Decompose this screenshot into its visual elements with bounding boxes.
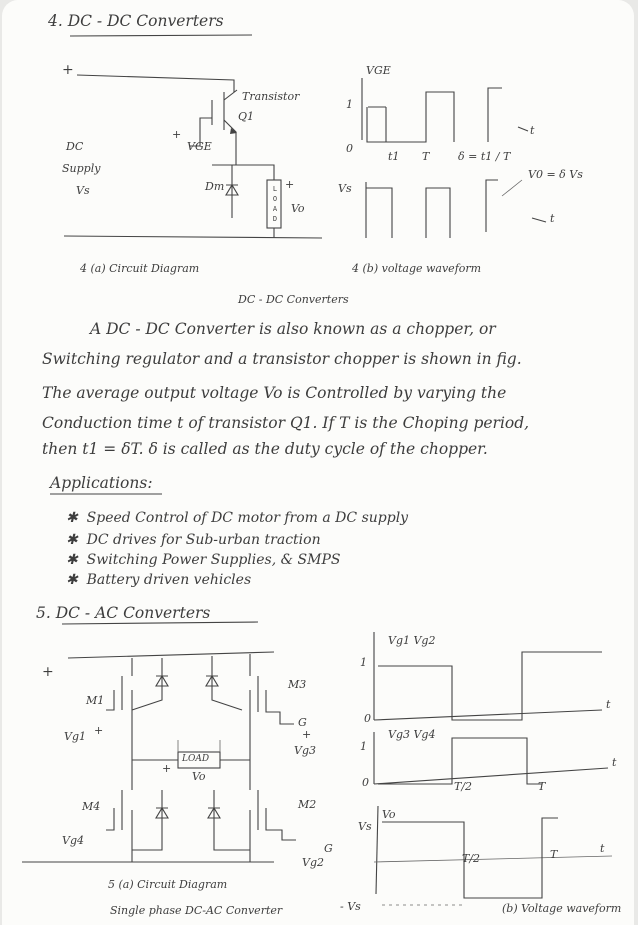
wf-vge-label: VGE [366, 64, 391, 77]
transistor-emitter [224, 120, 236, 165]
t-axis-arrow-1 [518, 127, 528, 131]
load-letter-d: D [272, 215, 278, 223]
vo-time-axis [374, 856, 612, 862]
node-wire [212, 165, 274, 180]
load-letter-l: L [272, 185, 278, 193]
m3-plus: + [302, 728, 312, 741]
supply-label: Supply [62, 162, 101, 175]
caption-5-sub: Single phase DC-AC Converter [110, 904, 283, 917]
wf5-T2: T [550, 848, 558, 861]
app-item-text: DC drives for Sub-urban traction [86, 532, 321, 548]
vg3-label: Vg3 [294, 744, 316, 757]
section5-heading: 5. DC - AC Converters [36, 604, 211, 622]
wf5-t-top: t [606, 698, 611, 711]
vge-plus: + [172, 128, 182, 141]
wf5-mid-label: Vg3 Vg4 [388, 728, 436, 741]
notebook-page [2, 0, 634, 925]
wf5-vo: Vo [382, 808, 396, 821]
inv-vo-label: Vo [192, 770, 206, 783]
inv-load-plus: + [162, 762, 172, 775]
vo-label: Vo [291, 202, 305, 215]
vg34-time-axis [374, 768, 608, 784]
para-line-1: A DC - DC Converter is also known as a chopper, or [90, 320, 496, 338]
vg4-label: Vg4 [62, 834, 84, 847]
para-line-4: Conduction time t of transistor Q1. If T is the Choping period, [42, 414, 530, 432]
q1-label: Q1 [238, 110, 255, 123]
app-item [66, 532, 321, 548]
top-rail-wire [77, 75, 234, 92]
star-bullet-icon: ✱ [66, 532, 78, 548]
star-bullet-icon: ✱ [66, 552, 78, 568]
wf-vs: Vs [338, 182, 352, 195]
wf5-half-T2: T/2 [462, 852, 481, 865]
star-bullet-icon: ✱ [66, 572, 78, 588]
para-line-5: then t1 = δT. δ is called as the duty cycle of the chopper. [42, 440, 488, 458]
caption-5b: (b) Voltage waveform [502, 902, 622, 915]
wf5-half-T: T/2 [454, 780, 473, 793]
right-lower-diode-link [214, 790, 250, 850]
wf5-zero-mid: 0 [362, 776, 369, 789]
inverter-circuit [22, 652, 296, 862]
wf-zero: 0 [346, 142, 353, 155]
out-pulse-1 [366, 188, 392, 238]
t-axis-arrow-2 [532, 218, 546, 222]
wf-t1: t1 [388, 150, 400, 163]
wf5-top-label: Vg1 Vg2 [388, 634, 436, 647]
dm-label: Dm [205, 180, 225, 193]
applications-heading: Applications: [50, 474, 153, 492]
load-letters [270, 184, 280, 224]
dc-label: DC [66, 140, 84, 153]
m3-label: M3 [288, 678, 307, 691]
wf5-minus-vs: - Vs [340, 900, 361, 913]
para-line-2: Switching regulator and a transistor chopper is shown in fig. [42, 350, 522, 368]
wf-t-axis-2: t [550, 212, 555, 225]
m3-g-label: G [298, 716, 307, 729]
gate-pulse-1 [367, 107, 386, 142]
app-item-text: Battery driven vehicles [86, 572, 252, 588]
wf-duty-formula: δ = t1 / T [458, 150, 511, 163]
inv-load-label: LOAD [182, 754, 210, 764]
para-line-3: The average output voltage Vo is Controlled by varying the [42, 384, 507, 402]
inv-plus: + [42, 664, 54, 680]
transistor-label: Transistor [242, 90, 300, 103]
vs-label: Vs [76, 184, 90, 197]
heading5-underline [62, 622, 258, 624]
vg12-trace [378, 652, 602, 720]
chopper-plus-top: + [62, 62, 74, 78]
app-item-text: Switching Power Supplies, & SMPS [86, 552, 341, 568]
heading4-underline [70, 35, 252, 36]
vg1-label: Vg1 [64, 730, 86, 743]
app-item [66, 510, 408, 526]
inv-top-rail [68, 652, 274, 658]
m2-gate [258, 790, 296, 840]
app-item [66, 572, 251, 588]
star-bullet-icon: ✱ [66, 510, 78, 526]
load-letter-o: O [272, 195, 278, 203]
app-item-text: Speed Control of DC motor from a DC supply [86, 510, 409, 526]
out-pulse-2 [426, 188, 450, 238]
vge-label: VGE [187, 140, 212, 153]
vg2-label: Vg2 [302, 856, 324, 869]
vg12-time-axis [374, 710, 602, 720]
transistor-collector [224, 90, 237, 100]
section4-heading: 4. DC - DC Converters [48, 12, 224, 30]
m4-label: M4 [82, 800, 101, 813]
right-leg-wire [250, 654, 258, 862]
load-ticks [178, 740, 220, 752]
m1-label: M1 [86, 694, 105, 707]
wf5-one-top: 1 [360, 656, 367, 669]
wf-vo-formula: V0 = δ Vs [528, 168, 583, 181]
section4-subtitle: DC - DC Converters [238, 293, 349, 306]
caption-4a: 4 (a) Circuit Diagram [80, 262, 200, 275]
wf5-T: T [538, 780, 546, 793]
vg1-plus: + [94, 724, 104, 737]
left-lower-diode-link [132, 790, 162, 850]
vo-pointer [502, 180, 522, 196]
wf5-one-mid: 1 [360, 740, 367, 753]
caption-4b: 4 (b) voltage waveform [352, 262, 482, 275]
app-item [66, 552, 340, 568]
gate-pulse-2 [386, 92, 454, 142]
m2-label: M2 [298, 798, 317, 811]
m3-gate [266, 690, 294, 724]
wf5-t-bot: t [600, 842, 605, 855]
load-letter-a: A [272, 205, 278, 213]
vo-axis [376, 806, 378, 894]
load-plus: + [285, 178, 295, 191]
vg34-trace [378, 738, 542, 784]
left-leg-wire [122, 658, 132, 862]
wf-t-axis: t [530, 124, 535, 137]
caption-5a: 5 (a) Circuit Diagram [108, 878, 228, 891]
wf5-t-mid: t [612, 756, 617, 769]
wf-T: T [422, 150, 430, 163]
inverter-waveforms [374, 632, 612, 905]
bottom-rail-wire [64, 236, 322, 238]
m1-gate [106, 690, 114, 710]
wf5-vs: Vs [358, 820, 372, 833]
wf5-zero-top: 0 [364, 712, 371, 725]
wf-one: 1 [346, 98, 353, 111]
gate-pulse-3 [488, 88, 502, 142]
m4-gate [106, 790, 122, 830]
m2-g-label: G [324, 842, 333, 855]
out-pulse-3 [486, 180, 498, 232]
